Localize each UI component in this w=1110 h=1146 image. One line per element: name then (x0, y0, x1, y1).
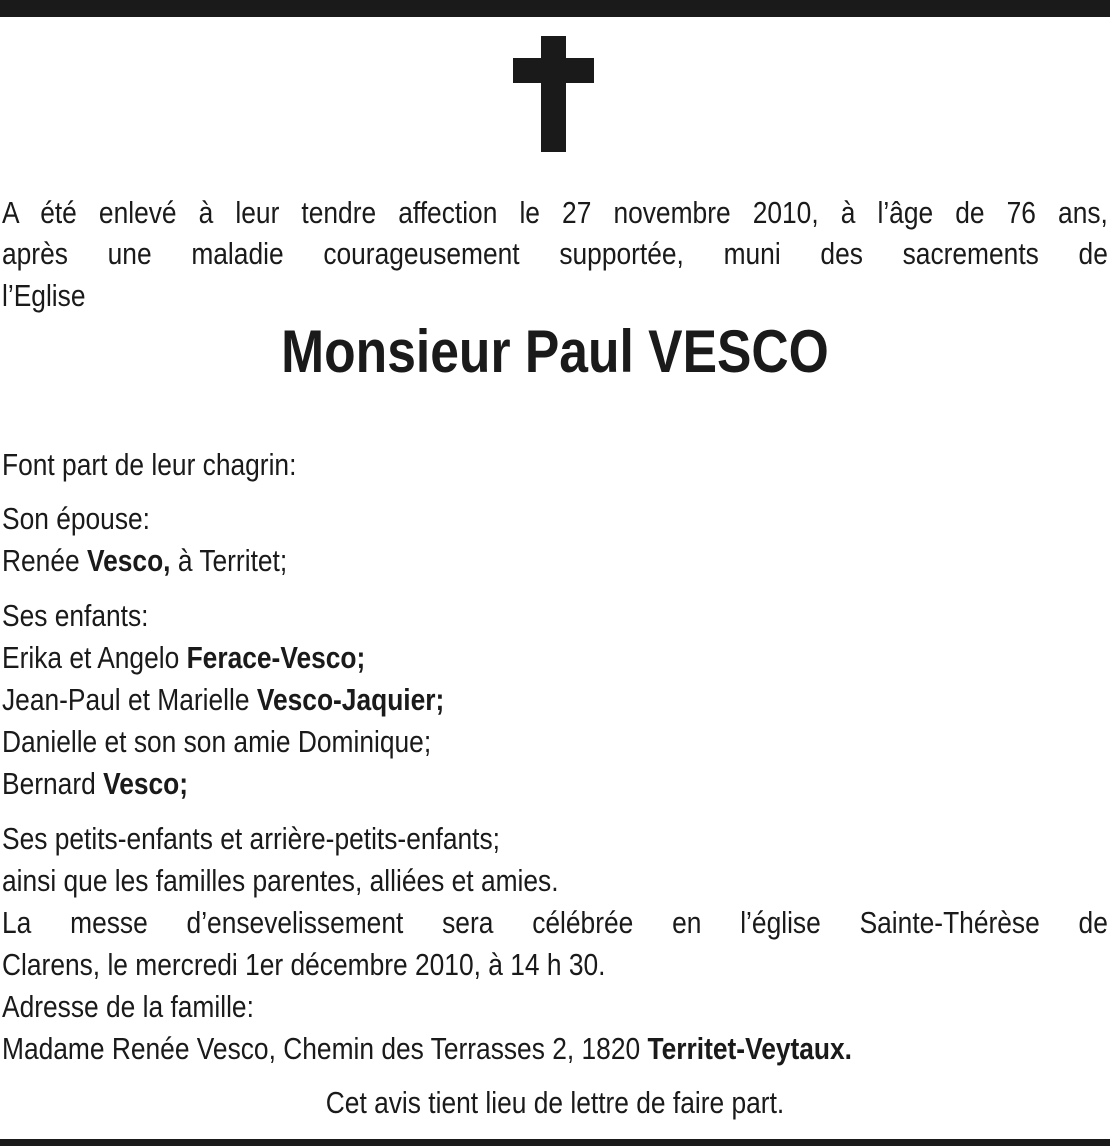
spouse-place: à Territet; (177, 543, 288, 578)
spouse-surname: Vesco, (86, 543, 171, 578)
cross-icon (513, 36, 594, 152)
spouse-first: Renée (2, 543, 80, 578)
address-text: Madame Renée Vesco, Chemin des Terrasses 2, 1820 (2, 1031, 641, 1066)
funeral-line-1: La messe d’ensevelissement sera célébrée en l’église Sainte-Thérèse de (2, 905, 1108, 940)
footer-note: Cet avis tient lieu de lettre de faire part. (325, 1085, 785, 1120)
funeral-line-2: Clarens, le mercredi 1er décembre 2010, à 14 h 30. (2, 947, 606, 982)
child-line: Erika et Angelo Ferace-Vesco; (2, 640, 366, 675)
bottom-rule (0, 1139, 1110, 1146)
address-locality: Territet-Veytaux. (647, 1031, 853, 1066)
address-line (2, 1028, 1108, 1070)
children-heading: Ses enfants: (2, 598, 149, 633)
address-heading: Adresse de la famille: (2, 989, 254, 1024)
intro-line-3: l’Eglise (2, 278, 86, 313)
intro-line-1: A été enlevé à leur tendre affection le 27 novembre 2010, à l’âge de 76 ans, (2, 195, 1108, 230)
child-line: Bernard Vesco; (2, 766, 189, 801)
spouse-line (2, 540, 1108, 582)
grandchildren: Ses petits-enfants et arrière-petits-enfants; (2, 821, 500, 856)
families: ainsi que les familles parentes, alliées et amies. (2, 863, 559, 898)
spouse-heading: Son épouse: (2, 501, 150, 536)
intro-line-2: après une maladie courageusement supportée, muni des sacrements de (2, 236, 1108, 271)
deceased-name: Monsieur Paul VESCO (281, 318, 829, 385)
child-line: Danielle et son son amie Dominique; (2, 724, 432, 759)
child-line: Jean-Paul et Marielle Vesco-Jaquier; (2, 682, 445, 717)
announcement: Font part de leur chagrin: (2, 447, 297, 482)
top-rule (0, 0, 1110, 17)
